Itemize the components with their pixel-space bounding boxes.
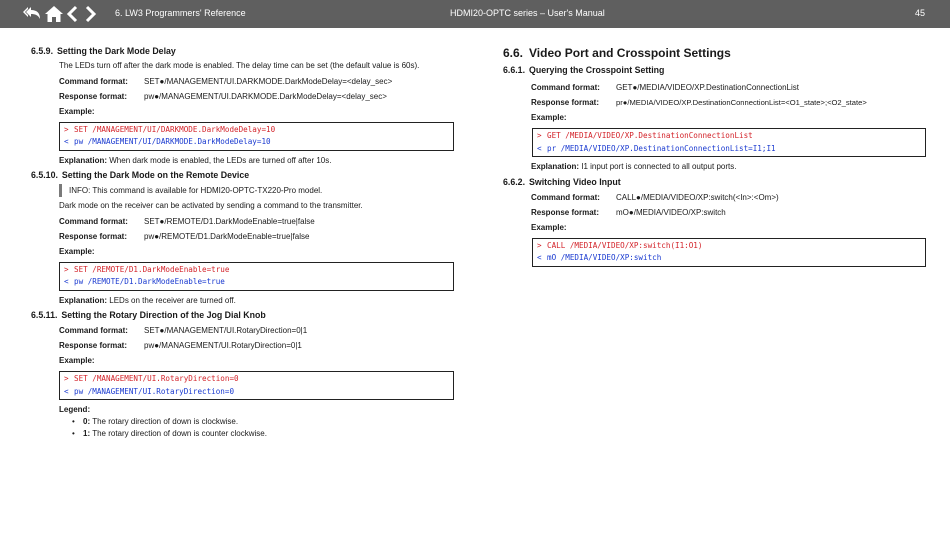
response-format-value: mO●/MEDIA/VIDEO/XP:switch [616, 207, 726, 217]
chapter-title[interactable]: 6. LW3 Programmers' Reference [115, 8, 246, 18]
response-format-value: pw●/MANAGEMENT/UI.RotaryDirection=0|1 [144, 341, 302, 350]
response-format-label: Response format: [531, 98, 600, 107]
section-description: The LEDs turn off after the dark mode is enabled. The delay time can be set (the default value is 60s). [59, 61, 420, 70]
section-heading-6-6-1 [503, 63, 928, 78]
legend-label: Legend: [59, 405, 91, 414]
example-response: pw /MANAGEMENT/UI/DARKMODE.DarkModeDelay=10 [74, 137, 271, 146]
command-format-value: SET●/MANAGEMENT/UI.DARKMODE.DarkModeDelay=<delay_sec> [144, 76, 393, 86]
section-title: Video Port and Crosspoint Settings [529, 46, 731, 60]
command-format-label: Command format: [531, 192, 600, 202]
response-format-value: pw●/MANAGEMENT/UI.DARKMODE.DarkModeDelay=<delay_sec> [144, 91, 387, 101]
explanation [31, 154, 456, 169]
example-request: SET /MANAGEMENT/UI/DARKMODE.DarkModeDelay=10 [74, 124, 276, 134]
request-arrow-icon: > [537, 240, 542, 250]
response-format-label: Response format: [59, 231, 128, 241]
example-request: SET /REMOTE/D1.DarkModeEnable=true [74, 264, 230, 274]
command-format-value: SET●/REMOTE/D1.DarkModeEnable=true|false [144, 216, 315, 226]
section-heading-6-5-9 [31, 44, 456, 59]
section-heading-6-5-11 [31, 308, 456, 323]
example-label: Example: [531, 222, 567, 232]
section-description: Dark mode on the receiver can be activated by sending a command to the transmitter. [59, 201, 363, 210]
section-title: Setting the Dark Mode on the Remote Device [61, 170, 250, 180]
response-arrow-icon: < [64, 386, 69, 396]
example-response-line [64, 136, 449, 149]
section-title: Querying the Crosspoint Setting [529, 65, 665, 75]
explanation-label: Explanation: [59, 295, 108, 305]
response-format-row [503, 205, 928, 220]
command-format-row [503, 190, 928, 205]
example-code-box [59, 122, 454, 151]
explanation [503, 160, 928, 175]
command-format-row [31, 74, 456, 89]
command-format-label: Command format: [59, 326, 128, 335]
section-number: 6.5.11. [31, 310, 58, 320]
example-request-line [64, 264, 449, 277]
section-number: 6.6. [503, 46, 524, 60]
section-heading-6-6-2 [503, 175, 928, 190]
example-label: Example: [531, 113, 567, 122]
example-response-line [537, 252, 921, 265]
response-format-row [31, 229, 456, 244]
response-arrow-icon: < [537, 143, 542, 153]
explanation-text: I1 input port is connected to all output ports. [581, 162, 737, 171]
example-code-box [59, 371, 454, 400]
command-format-row [31, 214, 456, 229]
request-arrow-icon: > [64, 264, 69, 274]
example-response-line [64, 276, 449, 289]
example-code-box [532, 238, 926, 267]
explanation-text: LEDs on the receiver are turned off. [109, 295, 236, 305]
response-format-label: Response format: [59, 91, 128, 101]
example-code-box [532, 128, 926, 157]
response-arrow-icon: < [64, 277, 69, 286]
section-title: Switching Video Input [529, 176, 621, 187]
explanation-label: Explanation: [59, 155, 108, 165]
example-request-line [64, 373, 449, 386]
section-number: 6.6.2. [503, 176, 526, 187]
list-item [83, 428, 456, 440]
command-format-label: Command format: [59, 76, 128, 86]
top-navigation-bar [0, 0, 950, 28]
request-arrow-icon: > [64, 124, 69, 134]
example-response-line [64, 386, 449, 399]
back-return-icon[interactable] [22, 4, 42, 24]
explanation-text: When dark mode is enabled, the LEDs are turned off after 10s. [109, 155, 332, 165]
response-format-label: Response format: [531, 207, 600, 217]
next-page-icon[interactable] [80, 4, 100, 24]
response-format-label: Response format: [59, 341, 128, 350]
example-response: pw /REMOTE/D1.DarkModeEnable=true [74, 277, 225, 286]
response-format-value: pr●/MEDIA/VIDEO/XP.DestinationConnectionList=<O1_state>;<O2_state> [616, 98, 867, 107]
explanation-label: Explanation: [531, 162, 580, 171]
list-item [83, 416, 456, 428]
request-arrow-icon: > [64, 374, 69, 383]
command-format-label: Command format: [531, 83, 600, 92]
request-arrow-icon: > [537, 131, 542, 140]
example-request: SET /MANAGEMENT/UI.RotaryDirection=0 [74, 374, 239, 383]
right-column [503, 44, 928, 270]
response-format-value: pw●/REMOTE/D1.DarkModeEnable=true|false [144, 231, 310, 241]
example-response: pw /MANAGEMENT/UI.RotaryDirection=0 [74, 386, 235, 396]
command-format-row [503, 80, 928, 95]
section-number: 6.5.10. [31, 170, 58, 180]
example-response: mO /MEDIA/VIDEO/XP:switch [547, 253, 662, 262]
legend-text: The rotary direction of down is clockwise. [92, 417, 239, 426]
example-code-box [59, 262, 454, 291]
example-request-line [537, 240, 921, 253]
example-label: Example: [59, 246, 95, 256]
response-arrow-icon: < [537, 253, 542, 262]
legend-text: The rotary direction of down is counter clockwise. [92, 429, 267, 438]
chapter-heading-6-6 [503, 44, 928, 62]
section-title: Setting the Rotary Direction of the Jog Dial Knob [61, 310, 266, 320]
legend-list [31, 416, 456, 440]
example-request: CALL /MEDIA/VIDEO/XP:switch(I1:O1) [547, 240, 703, 250]
info-note: INFO: This command is available for HDMI20-OPTC-TX220-Pro model. [59, 184, 456, 197]
legend-key: 1: [83, 429, 91, 438]
command-format-value: SET●/MANAGEMENT/UI.RotaryDirection=0|1 [144, 326, 308, 335]
section-heading-6-5-10 [31, 168, 456, 183]
section-number: 6.5.9. [31, 46, 54, 56]
command-format-row [31, 323, 456, 338]
command-format-value: GET●/MEDIA/VIDEO/XP.DestinationConnectionList [616, 83, 799, 92]
explanation [31, 294, 456, 309]
response-arrow-icon: < [64, 137, 69, 146]
response-format-row [31, 89, 456, 104]
command-format-label: Command format: [59, 216, 128, 226]
command-format-value: CALL●/MEDIA/VIDEO/XP:switch(<In>:<Om>) [616, 192, 779, 202]
example-request-line [64, 124, 449, 137]
left-column [31, 44, 456, 440]
response-format-row [503, 95, 928, 110]
section-number: 6.6.1. [503, 65, 526, 75]
document-title: HDMI20-OPTC series – User's Manual [450, 8, 605, 18]
example-response-line [537, 143, 921, 156]
legend-key: 0: [83, 417, 91, 426]
example-label: Example: [59, 106, 95, 116]
response-format-row [31, 338, 456, 353]
example-label: Example: [59, 356, 95, 365]
example-request-line [537, 130, 921, 143]
example-response: pr /MEDIA/VIDEO/XP.DestinationConnectionList=I1;I1 [547, 143, 776, 153]
home-icon[interactable] [44, 4, 64, 24]
section-title: Setting the Dark Mode Delay [57, 46, 176, 56]
example-request: GET /MEDIA/VIDEO/XP.DestinationConnectionList [547, 131, 753, 140]
page-number: 45 [914, 8, 925, 18]
